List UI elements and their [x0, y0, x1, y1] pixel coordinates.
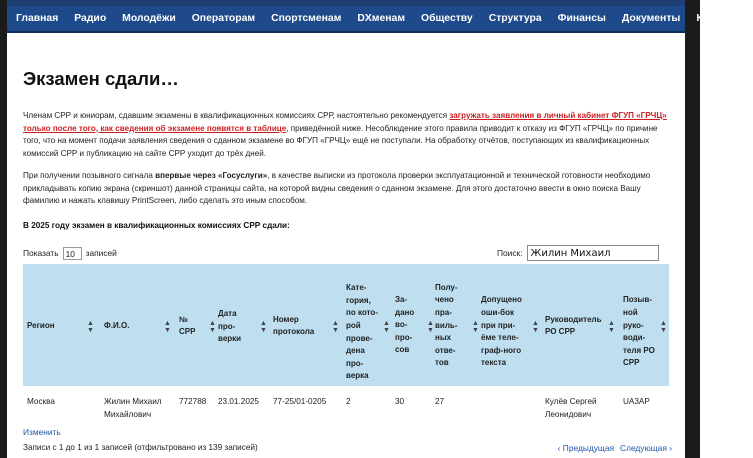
- gosuslugi-paragraph: [23, 170, 671, 208]
- nav-item-operators[interactable]: Операторам: [191, 13, 256, 24]
- col-header-fio[interactable]: [104, 264, 174, 386]
- col-label-date: Дата про-верки: [218, 309, 242, 344]
- show-suffix: записей: [85, 248, 117, 258]
- gosuslugi-text-a: При получении позывного сигнала: [23, 171, 156, 180]
- col-label-errors: Допущено оши-бок при при-ёме теле-граф-ного текста: [481, 295, 522, 368]
- col-header-asked[interactable]: [395, 264, 435, 386]
- sort-icon: ▲ ▼: [209, 320, 216, 334]
- col-header-date[interactable]: [218, 264, 268, 386]
- nav-item-youth[interactable]: Молодёжи: [122, 13, 176, 24]
- upload-rules-link[interactable]: загружать заявления в личный кабинет ФГУП «ГРЧЦ» только после того, как сведения об экзамене появятся в таблице: [23, 111, 667, 133]
- nav-item-main[interactable]: Главная: [16, 13, 59, 24]
- page-title: Экзамен сдали…: [23, 68, 179, 89]
- nav-item-documents[interactable]: Документы: [621, 13, 681, 24]
- pagination-prev-button[interactable]: [558, 443, 614, 453]
- nav-item-society[interactable]: Обществу: [421, 13, 473, 24]
- cell-correct: 27: [435, 397, 445, 406]
- sort-icon: ▲ ▼: [660, 320, 667, 334]
- col-label-region: Регион: [27, 321, 55, 331]
- edit-link[interactable]: Изменить: [23, 427, 61, 437]
- prev-label: Предыдущая: [562, 443, 615, 453]
- table-search: [497, 244, 659, 262]
- col-label-fio: Ф.И.О.: [104, 321, 130, 331]
- col-label-head: Руководитель РО СРР: [545, 314, 602, 337]
- col-label-srr: № СРР: [179, 314, 196, 337]
- nav-item-finance[interactable]: Финансы: [557, 13, 606, 24]
- col-header-callsign[interactable]: [623, 264, 669, 386]
- table-row: [23, 386, 669, 426]
- search-input[interactable]: Жилин Михаил: [527, 245, 659, 261]
- sort-icon: ▲ ▼: [164, 320, 171, 334]
- nav-item-radio[interactable]: Радио: [74, 13, 107, 24]
- pagination-next-button[interactable]: [620, 443, 672, 453]
- cell-protocol: 77-25/01-0205: [273, 397, 327, 406]
- cell-asked: 30: [395, 397, 405, 406]
- cell-srr: 772788: [179, 397, 207, 406]
- pagination: [558, 443, 672, 453]
- col-header-category[interactable]: [346, 264, 391, 386]
- page-edge-right: [685, 0, 700, 458]
- col-label-asked: За-дано во-про-сов: [395, 295, 415, 355]
- entries-length-control: [23, 245, 117, 261]
- cell-fio: Жилин Михаил Михайлович: [104, 397, 162, 419]
- page-edge-left: [0, 0, 7, 458]
- col-header-errors[interactable]: [481, 264, 539, 386]
- sort-icon: ▲ ▼: [87, 320, 94, 334]
- gosuslugi-bold: впервые через «Госуслуги»: [155, 171, 268, 180]
- col-label-protocol: Номер протокола: [273, 314, 315, 337]
- table-subheading: В 2025 году экзамен в квалификационных комиссиях СРР сдали:: [23, 221, 290, 230]
- cell-callsign: UA3AP: [623, 397, 650, 406]
- sort-icon: ▲ ▼: [608, 320, 615, 334]
- col-header-head[interactable]: [545, 264, 617, 386]
- main-nav: [7, 6, 746, 31]
- table-header: [23, 264, 669, 386]
- cell-head: Кулёв Сергей Леонидович: [545, 397, 597, 419]
- next-label: Следующая: [620, 443, 667, 453]
- sort-icon: ▲ ▼: [383, 320, 390, 334]
- col-label-callsign: Позыв-ной руко-води-теля РО СРР: [623, 295, 655, 368]
- sort-icon: ▲ ▼: [260, 320, 267, 334]
- gosuslugi-text-b: , в качестве выписки из протокола проверки эксплуатационной и технической готовности необходимо прикладывать копию экрана (скриншот) данной страницы сайта, на которой видны сведения о сданном экзамене. Для этого достаточно ввести в окно поиска Вашу фамилию и нажать клавишу PrintScreen, либо сделать это иным способом.: [23, 171, 651, 206]
- search-label: Поиск:: [497, 248, 523, 258]
- col-label-category: Кате-гория, по кото-рой прове-дена про-верка: [346, 283, 378, 381]
- sort-icon: ▲ ▼: [532, 320, 539, 334]
- intro-paragraph: [23, 110, 671, 160]
- entries-select[interactable]: 10: [63, 247, 82, 260]
- col-header-protocol[interactable]: [273, 264, 341, 386]
- col-header-correct[interactable]: [435, 264, 480, 386]
- sort-icon: ▲ ▼: [332, 320, 339, 334]
- cell-category: 2: [346, 397, 351, 406]
- intro-text-a: Членам СРР и юниорам, сдавшим экзамены в квалификационных комиссиях СРР, настоятельно рекомендуется: [23, 111, 450, 120]
- table-info: Записи с 1 до 1 из 1 записей (отфильтровано из 139 записей): [23, 443, 258, 452]
- show-prefix: Показать: [23, 248, 59, 258]
- col-header-region[interactable]: [27, 264, 99, 386]
- nav-item-sportsmen[interactable]: Спортсменам: [271, 13, 342, 24]
- col-label-correct: Полу-чено пра-виль-ных отве-тов: [435, 282, 458, 368]
- cell-region: Москва: [27, 397, 55, 406]
- sort-icon: ▲ ▼: [472, 320, 479, 334]
- nav-item-dxmen[interactable]: DXменам: [357, 13, 406, 24]
- nav-item-contacts[interactable]: Контакты: [696, 13, 746, 24]
- cell-date: 23.01.2025: [218, 397, 259, 406]
- chevron-right-icon: ›: [666, 443, 672, 453]
- chevron-left-icon: ‹: [557, 443, 563, 453]
- col-header-srr[interactable]: [179, 264, 217, 386]
- intro-text-b: , приведённой ниже. Несоблюдение этого правила приводит к отказу из ФГУП «ГРЧЦ» по причине того, что на момент подачи заявления сведения о сданном экзамене во ФГУП «ГРЧЦ» ещё не поступали. На обработку отчётов, поступающих из квалификационных комиссий СРР и публикацию на сайте СРР уходит до трёх дней.: [23, 123, 658, 158]
- sort-icon: ▲ ▼: [427, 320, 434, 334]
- nav-item-structure[interactable]: Структура: [488, 13, 542, 24]
